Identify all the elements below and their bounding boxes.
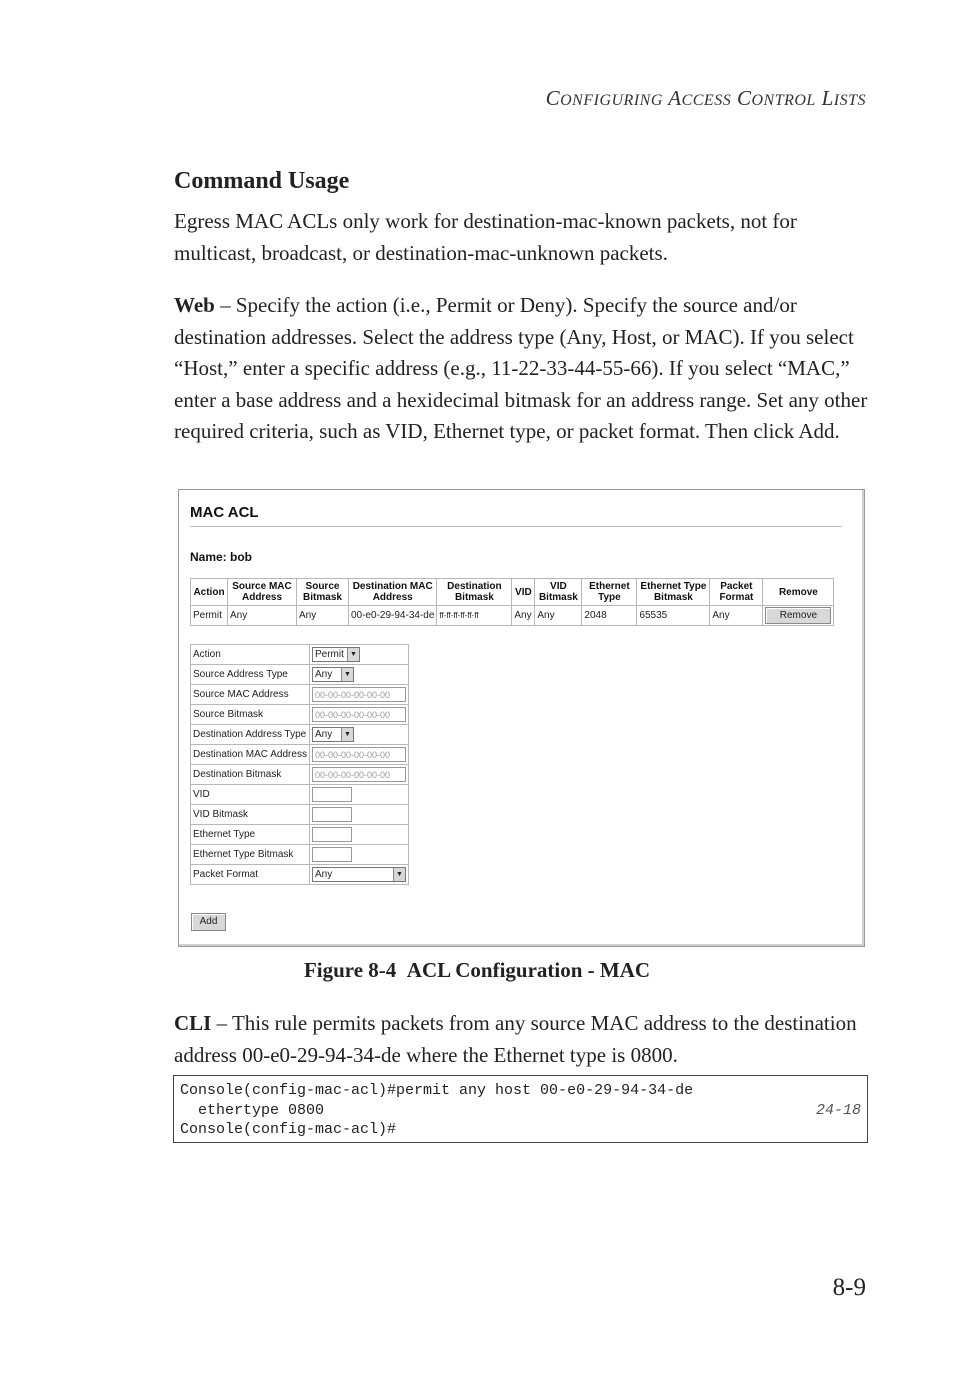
figure-title: ACL Configuration - MAC [406,958,651,982]
form-row [191,745,409,765]
chevron-down-icon: ▼ [341,668,353,681]
paragraph-egress: Egress MAC ACLs only work for destination-mac-known packets, not for multicast, broadcast, or destination-mac-unknown packets. [174,209,797,265]
cell-source-bitmask: Any [297,606,349,626]
cli-text: – This rule permits packets from any source MAC address to the destination address 00-e0-29-94-34-de where the Ethernet type is 0800. [174,1011,857,1067]
acl-name: Name: bob [190,550,253,564]
ethernet-type-label: Ethernet Type [191,825,310,845]
col-header: Action [191,579,228,606]
vid-cell [310,785,409,805]
remove-button[interactable]: Remove [765,607,831,624]
figure-caption [0,958,954,983]
source-bitmask-cell [310,705,409,725]
packet-format-label: Packet Format [191,865,310,885]
form-row [191,805,409,825]
vid-bitmask-cell [310,805,409,825]
packet-format-cell [310,865,409,885]
form-row [191,825,409,845]
destination-address-type-select[interactable] [312,727,354,742]
code-line: Console(config-mac-acl)#permit any host 00-e0-29-94-34-de [180,1082,694,1099]
destination-mac-label: Destination MAC Address [191,745,310,765]
col-header: Ethernet Type Bitmask [637,579,710,606]
source-address-type-label: Source Address Type [191,665,310,685]
source-address-type-cell [310,665,409,685]
cell-ethernet-type-bitmask: 65535 [637,606,710,626]
form-row [191,865,409,885]
code-block [173,1075,868,1143]
cell-ethernet-type: 2048 [582,606,637,626]
code-line-text: ethertype 0800 [180,1101,325,1119]
source-mac-input[interactable]: 00-00-00-00-00-00 [312,687,406,702]
page-number: 8-9 [832,1274,866,1301]
col-header: Remove [763,579,834,606]
col-header: Source Bitmask [297,579,349,606]
web-lead: Web [174,293,215,317]
action-label: Action [191,645,310,665]
destination-mac-cell [310,745,409,765]
form-row [191,765,409,785]
source-mac-label: Source MAC Address [191,685,310,705]
code-line: Console(config-mac-acl)# [180,1121,397,1138]
cell-action: Permit [191,606,228,626]
add-button[interactable]: Add [191,913,226,931]
mac-acl-screenshot [178,489,865,947]
figure-number: Figure 8-4 [303,958,397,982]
col-header: Packet Format [710,579,763,606]
paragraph-cli [174,1008,874,1071]
action-select-value: Permit [315,649,344,660]
chevron-down-icon: ▼ [347,648,359,661]
cli-lead: CLI [174,1011,212,1035]
col-header: Destination Bitmask [437,579,512,606]
form-row [191,645,409,665]
title-divider [190,526,842,527]
vid-input[interactable] [312,787,352,802]
form-row [191,845,409,865]
ethernet-type-bitmask-label: Ethernet Type Bitmask [191,845,310,865]
destination-mac-input[interactable]: 00-00-00-00-00-00 [312,747,406,762]
cell-destination-mac: 00-e0-29-94-34-de [349,606,437,626]
chevron-down-icon: ▼ [341,728,353,741]
form-row [191,685,409,705]
web-text: – Specify the action (i.e., Permit or Deny). Specify the source and/or destination addresses. Select the address type (Any, Host, or MAC). If you select “Host,” enter a specific address (e.g., 11-22-33-44-55-66). If you select “MAC,” enter a base address and a hexidecimal bitmask for an address range. Set any other required criteria, such as VID, Ethernet type, or packet format. Then click Add. [174,293,868,443]
source-bitmask-label: Source Bitmask [191,705,310,725]
source-bitmask-input[interactable]: 00-00-00-00-00-00 [312,707,406,722]
col-header: Ethernet Type [582,579,637,606]
source-address-type-value: Any [315,669,333,680]
cell-remove [763,606,834,626]
source-address-type-select[interactable] [312,667,354,682]
cell-vid: Any [512,606,535,626]
col-header: Source MAC Address [228,579,297,606]
acl-rule-form [190,644,409,885]
screen-title: MAC ACL [190,504,259,521]
form-row [191,785,409,805]
destination-address-type-label: Destination Address Type [191,725,310,745]
code-line [180,1101,861,1121]
col-header: VID Bitmask [535,579,582,606]
form-row [191,725,409,745]
destination-bitmask-cell [310,765,409,785]
chevron-down-icon: ▼ [393,868,405,881]
packet-format-value: Any [315,869,333,880]
vid-label: VID [191,785,310,805]
cell-packet-format: Any [710,606,763,626]
destination-address-type-cell [310,725,409,745]
form-row [191,705,409,725]
ethernet-type-input[interactable] [312,827,352,842]
ethernet-type-cell [310,825,409,845]
col-header: VID [512,579,535,606]
packet-format-select[interactable] [312,867,406,882]
paragraph-web [174,290,874,448]
acl-rules-table [190,578,834,626]
source-mac-cell [310,685,409,705]
destination-bitmask-input[interactable]: 00-00-00-00-00-00 [312,767,406,782]
table-row [191,606,834,626]
ethernet-type-bitmask-input[interactable] [312,847,352,862]
cell-source-mac: Any [228,606,297,626]
vid-bitmask-input[interactable] [312,807,352,822]
command-reference: 24-18 [815,1101,861,1119]
action-cell [310,645,409,665]
vid-bitmask-label: VID Bitmask [191,805,310,825]
ethernet-type-bitmask-cell [310,845,409,865]
destination-bitmask-label: Destination Bitmask [191,765,310,785]
destination-address-type-value: Any [315,729,333,740]
cell-destination-bitmask: ff-ff-ff-ff-ff-ff [437,606,512,626]
table-header-row [191,579,834,606]
col-header: Destination MAC Address [349,579,437,606]
running-head: CONFIGURING ACCESS CONTROL LISTS [545,86,866,110]
action-select[interactable] [312,647,360,662]
form-row [191,665,409,685]
cell-vid-bitmask: Any [535,606,582,626]
section-heading: Command Usage [174,168,350,194]
